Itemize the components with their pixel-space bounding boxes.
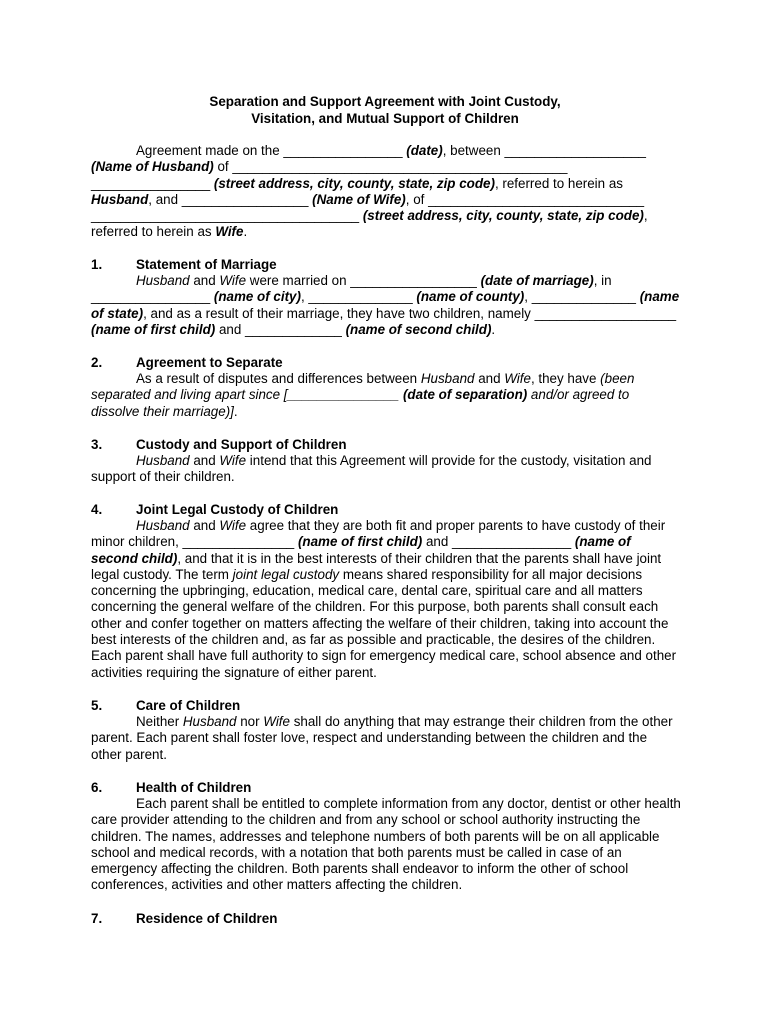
term-wife: Wife bbox=[263, 714, 290, 729]
text-run: , and _________________ bbox=[148, 191, 313, 207]
section-title: Care of Children bbox=[136, 698, 241, 713]
title-line-1: Separation and Support Agreement with Joint Custody, bbox=[209, 94, 561, 109]
text-run: , and that it is in the best interests of their children that the parents shall have joint legal custody. The term bbox=[91, 550, 662, 582]
text-run: , referred to herein as bbox=[91, 208, 648, 240]
text-run: nor bbox=[236, 714, 264, 729]
section-3-body bbox=[91, 453, 681, 486]
section-title: Agreement to Separate bbox=[136, 355, 283, 370]
placeholder-first-child: (name of first child) bbox=[91, 321, 216, 337]
term-husband: Husband bbox=[420, 371, 475, 386]
section-title: Joint Legal Custody of Children bbox=[136, 502, 339, 517]
text-run: and bbox=[189, 453, 220, 468]
text-run: and _____________ bbox=[215, 321, 346, 337]
text-run: . bbox=[491, 321, 496, 337]
text-run: , ______________ bbox=[300, 289, 417, 305]
placeholder-state: (name of state) bbox=[91, 289, 680, 321]
text-run: means shared responsibility for all major decisions concerning the upbringing, education, medical care, dental care, spiritual care and all matters concerning the general welfare of the children. For this purpose, both parents shall consult each other and confer together on matters affecting the welfare of their children, taking into account the best interests of the children and, as far as possible and practicable, the desires of the children. Each parent shall have full authority to sign for emergency medical care, school absence and other activities requiring the signature of either parent. bbox=[91, 566, 677, 680]
term-husband: Husband bbox=[136, 273, 190, 288]
section-3-heading bbox=[91, 437, 347, 453]
section-2-heading bbox=[91, 355, 283, 371]
section-4-heading bbox=[91, 502, 338, 518]
placeholder-date: (date) bbox=[406, 143, 443, 158]
term-joint-legal-custody: joint legal custody bbox=[232, 566, 340, 582]
placeholder-first-child: (name of first child) bbox=[297, 534, 423, 550]
text-run: of _____________________________________________ ________________ bbox=[91, 159, 568, 191]
text-run: Neither bbox=[136, 714, 183, 729]
term-husband: Husband bbox=[182, 714, 237, 729]
text-run: , in ________________ bbox=[91, 273, 612, 305]
section-4-body bbox=[91, 518, 681, 681]
text-run: intend that this Agreement will provide for the custody, visitation and support of their children. bbox=[91, 453, 652, 485]
text-run: . bbox=[243, 224, 248, 240]
section-number: 7. bbox=[91, 911, 103, 926]
text-run: Agreement made on the ________________ bbox=[136, 143, 407, 158]
placeholder-city: (name of city) bbox=[213, 289, 301, 305]
text-run: and ________________ bbox=[422, 534, 575, 550]
text-run: agree that they are both fit and proper parents to have custody of their minor children, _______________ bbox=[91, 518, 666, 550]
text-run: were married on _________________ bbox=[246, 273, 481, 288]
text-run: and bbox=[474, 371, 505, 386]
text-run: , they have bbox=[530, 371, 601, 386]
term-wife: Wife bbox=[215, 224, 244, 240]
section-number: 3. bbox=[91, 437, 103, 452]
term-wife: Wife bbox=[219, 453, 247, 468]
document-title bbox=[0, 94, 770, 127]
text-run: Each parent shall be entitled to complete information from any doctor, dentist or other health care provider attending to the children and from any school or school authority instructing the children. The names, addresses and telephone numbers of both parents will be on all applicable school and medical records, with a notation that both parents must be called in case of an emergency affecting the children. Both parents shall endeavor to inform the other of school conferences, activities and other matters affecting the children. bbox=[91, 796, 681, 893]
placeholder-date-of-marriage: (date of marriage) bbox=[480, 273, 594, 288]
placeholder-date-of-separation: (date of separation) bbox=[402, 387, 528, 403]
section-1-heading bbox=[91, 257, 277, 273]
section-6-heading bbox=[91, 780, 251, 796]
section-number: 4. bbox=[91, 502, 103, 517]
placeholder-second-child: (name of second child) bbox=[91, 534, 631, 566]
section-6-body bbox=[91, 796, 681, 894]
text-run: shall do anything that may estrange their children from the other parent. Each parent shall foster love, respect and understanding between the children and the other parent. bbox=[91, 714, 673, 762]
placeholder-wife-name: (Name of Wife) bbox=[312, 191, 406, 207]
text-run: , referred to herein as bbox=[494, 175, 623, 191]
section-number: 2. bbox=[91, 355, 103, 370]
section-2-body bbox=[91, 371, 681, 420]
placeholder-wife-address: (street address, city, county, state, zip code) bbox=[362, 208, 644, 224]
section-number: 6. bbox=[91, 780, 103, 795]
term-husband: Husband bbox=[91, 191, 149, 207]
section-1-body bbox=[91, 273, 681, 338]
section-title: Residence of Children bbox=[136, 911, 278, 926]
text-run: As a result of disputes and differences between bbox=[136, 371, 421, 386]
section-5-heading bbox=[91, 698, 240, 714]
placeholder-second-child: (name of second child) bbox=[345, 321, 492, 337]
text-run: and bbox=[189, 518, 220, 533]
optional-clause: (been separated and living apart since [_______________ bbox=[91, 371, 635, 403]
term-wife: Wife bbox=[219, 518, 247, 533]
text-run: , ______________ bbox=[524, 289, 640, 305]
term-husband: Husband bbox=[136, 453, 190, 468]
text-run: . bbox=[233, 403, 238, 419]
section-number: 5. bbox=[91, 698, 103, 713]
placeholder-husband-name: (Name of Husband) bbox=[91, 159, 214, 175]
intro-paragraph bbox=[91, 143, 681, 241]
text-run: , between ___________________ bbox=[442, 143, 647, 158]
term-wife: Wife bbox=[219, 273, 247, 288]
text-run: , of _____________________________ ____________________________________ bbox=[91, 191, 645, 224]
term-wife: Wife bbox=[504, 371, 531, 386]
term-husband: Husband bbox=[136, 518, 190, 533]
text-run: and bbox=[189, 273, 220, 288]
section-5-body bbox=[91, 714, 681, 763]
title-line-2: Visitation, and Mutual Support of Children bbox=[251, 110, 519, 126]
section-title: Health of Children bbox=[136, 780, 252, 795]
section-number: 1. bbox=[91, 257, 103, 272]
text-run: , and as a result of their marriage, they have two children, namely ___________________ bbox=[143, 305, 677, 321]
optional-clause: and/or agreed to dissolve their marriage)] bbox=[91, 387, 630, 419]
placeholder-husband-address: (street address, city, county, state, zip code) bbox=[213, 175, 495, 191]
section-title: Custody and Support of Children bbox=[136, 437, 347, 452]
placeholder-county: (name of county) bbox=[416, 289, 525, 305]
section-title: Statement of Marriage bbox=[136, 257, 277, 272]
section-7-heading bbox=[91, 911, 277, 927]
